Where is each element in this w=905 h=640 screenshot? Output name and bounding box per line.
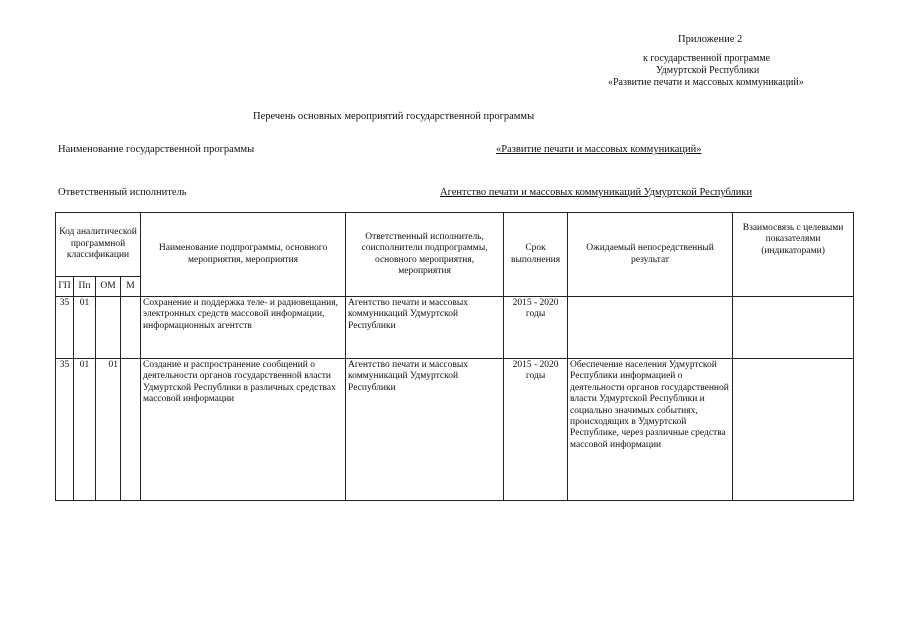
program-label: Наименование государственной программы [58,144,255,155]
cell-result [568,297,733,359]
executor-label: Ответственный исполнитель [58,187,187,198]
cell-term: 2015 - 2020 годы [504,359,568,501]
cell-term: 2015 - 2020 годы [504,297,568,359]
cell-link [733,359,854,501]
header-link: Взаимосвязь с целевыми показателями (индикаторами) [733,213,854,297]
measures-table [55,212,854,501]
cell-name: Создание и распространение сообщений о деятельности органов государственной власти Удмуртской Республики в различных средствах массовой информации [141,359,346,501]
cell-result: Обеспечение населения Удмуртской Республики информацией о деятельности органов государственной власти Удмуртской Республики и социально значимых событиях, происходящих в Удмуртской Республике, через различные средства массовой информации [568,359,733,501]
appendix-line-1: к государственной программе [643,53,771,64]
appendix-line-2: Удмуртской Республики [656,65,760,76]
executor-value: Агентство печати и массовых коммуникаций Удмуртской Республики [440,187,753,198]
header-executor: Ответственный исполнитель, соисполнители подпрограммы, основного мероприятия, мероприятия [346,213,504,297]
header-m: М [121,277,141,297]
table-row [56,359,854,501]
table-row [56,297,854,359]
cell-link [733,297,854,359]
cell-gp: 35 [56,359,74,501]
list-title: Перечень основных мероприятий государственной программы [253,111,535,122]
header-result: Ожидаемый непосредственный результат [568,213,733,297]
header-term: Срок выполнения [504,213,568,297]
cell-om: 01 [96,359,121,501]
cell-pp: 01 [74,359,96,501]
appendix-title: Приложение 2 [678,34,743,45]
cell-pp: 01 [74,297,96,359]
appendix-line-3: «Развитие печати и массовых коммуникаций» [608,77,804,88]
header-pp: Пп [74,277,96,297]
cell-m [121,297,141,359]
header-name: Наименование подпрограммы, основного мероприятия, мероприятия [141,213,346,297]
header-gp: ГП [56,277,74,297]
cell-m [121,359,141,501]
cell-executor: Агентство печати и массовых коммуникаций Удмуртской Республики [346,297,504,359]
header-om: ОМ [96,277,121,297]
cell-om [96,297,121,359]
cell-name: Сохранение и поддержка теле- и радиовещания, электронных средств массовой информации, информационных агентств [141,297,346,359]
cell-gp: 35 [56,297,74,359]
cell-executor: Агентство печати и массовых коммуникаций Удмуртской Республики [346,359,504,501]
program-value: «Развитие печати и массовых коммуникаций» [496,144,702,155]
header-code: Код аналитической программной классификации [56,213,141,277]
